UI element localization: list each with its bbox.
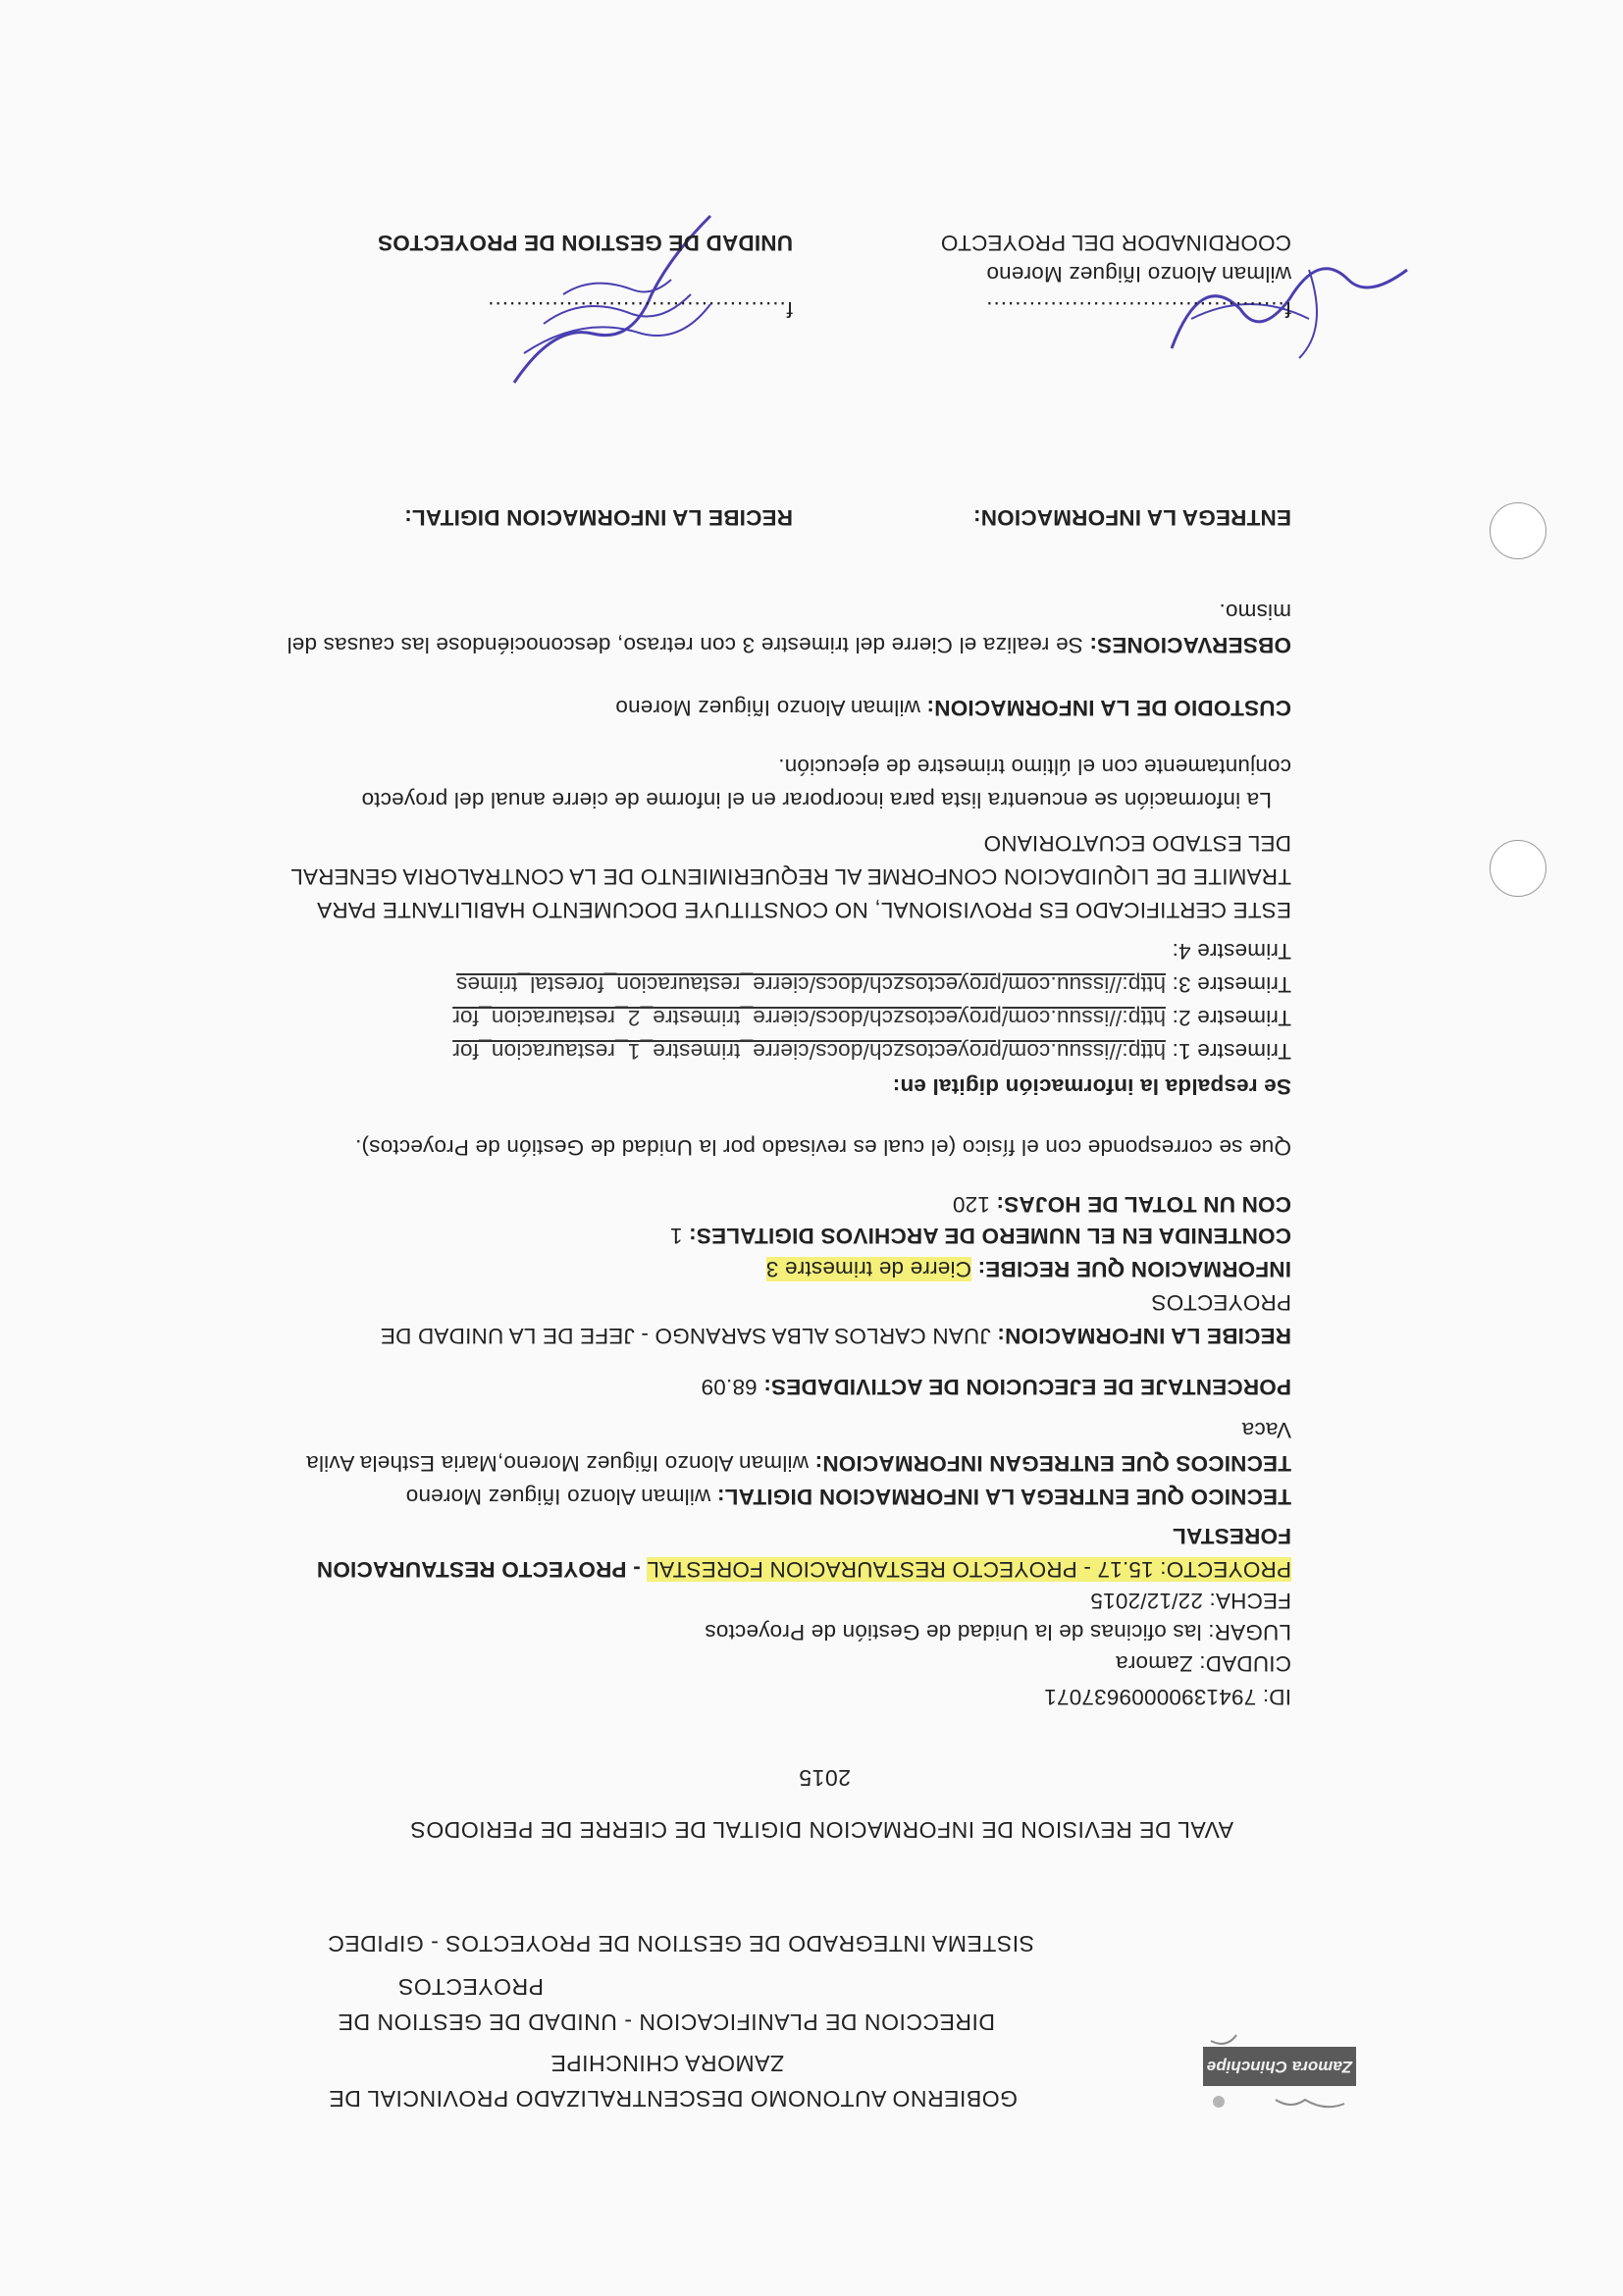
field-ciudad: CIUDAD: Zamora xyxy=(1115,1651,1291,1676)
field-info-recibe: INFORMACION QUE RECIBE: Cierre de trimestre 3 xyxy=(765,1257,1291,1281)
field-id: ID: 79413900009637071 xyxy=(1044,1685,1291,1709)
field-recibe: RECIBE LA INFORMACION: JUAN CARLOS ALBA SARANGO - JEFE DE LA UNIDAD DE xyxy=(380,1324,1291,1348)
field-tecnicos: TECNICOS QUE ENTREGAN INFORMACION: wilman Alonzo Iñiguez Moreno,Maria Esthela Avila xyxy=(306,1451,1291,1476)
province-logo xyxy=(1195,2023,1364,2113)
signer-left-role: COORDINADOR DEL PROYECTO xyxy=(940,231,1291,255)
trimestre-4-row: Trimestre 4: xyxy=(1172,939,1291,964)
header-line-3: DIRECCION DE PLANIFICACION - UNIDAD DE GESTION DE xyxy=(338,2009,995,2035)
certificado-line-1: ESTE CERTIFICADO ES PROVISIONAL, NO CONSTITUYE DOCUMENTO HABILITANTE PARA xyxy=(316,898,1291,922)
trimestre-3-row: Trimestre 3: http://issuu.com/proyectoszch/docs/cierre_restauracion_forestal_trimes xyxy=(455,972,1291,997)
logo-band: Zamora Chinchipe xyxy=(1203,2047,1356,2086)
punch-hole-upper xyxy=(1490,840,1546,897)
trimestre-1-link[interactable]: http://issuu.com/proyectoszch/docs/cierre_trimestre_1_restauracion_for xyxy=(452,1039,1166,1064)
system-name: SISTEMA INTEGRADO DE GESTION DE PROYECTOS - GIPIDEC xyxy=(327,1931,1034,1957)
document-year: 2015 xyxy=(798,1765,851,1791)
punch-hole-lower xyxy=(1490,502,1546,559)
informacion-line-1: La información se encuentra lista para incorporar en el informe de cierre anual del proyecto xyxy=(361,788,1272,812)
field-tecnicos-line2: Vaca xyxy=(1241,1418,1291,1442)
recibe-digital-label: RECIBE LA INFORMACION DIGITAL: xyxy=(404,505,793,530)
field-hojas: CON UN TOTAL DE HOJAS: 120 xyxy=(952,1192,1291,1217)
field-proyecto-line2: FORESTAL xyxy=(1172,1524,1291,1548)
certificado-line-2: TRAMITE DE LIQUIDACION CONFORME AL REQUERIMIENTO DE LA CONTRALORIA GENERAL xyxy=(290,864,1291,889)
signer-left-name: wilman Alonzo Iñiguez Moreno xyxy=(986,262,1291,287)
trimestre-3-link[interactable]: http://issuu.com/proyectoszch/docs/cierre_restauracion_forestal_trimes xyxy=(455,972,1166,997)
trimestre-2-link[interactable]: http://issuu.com/proyectoszch/docs/cierre_trimestre_2_restauracion_for xyxy=(452,1006,1166,1030)
entrega-label: ENTREGA LA INFORMACION: xyxy=(972,505,1291,530)
signature-line-right: f.......................................... xyxy=(487,297,793,322)
header-line-2: ZAMORA CHINCHIPE xyxy=(550,2051,784,2076)
signature-line-left: f.......................................... xyxy=(985,297,1291,322)
corresponde-text: Que se corresponde con el físico (el cual es revisado por la Unidad de Gestión de Proyectos). xyxy=(354,1135,1291,1160)
respalda-heading: Se respalda la información digital en: xyxy=(892,1074,1291,1099)
field-porcentaje: PORCENTAJE DE EJECUCION DE ACTIVIDADES: 68.09 xyxy=(701,1375,1291,1399)
custodio-row: CUSTODIO DE LA INFORMACION: wilman Alonzo Iñiguez Moreno xyxy=(615,696,1291,720)
trimestre-2-row: Trimestre 2: http://issuu.com/proyectoszch/docs/cierre_trimestre_2_restauracion_for xyxy=(452,1006,1291,1030)
field-tecnico: TECNICO QUE ENTREGA LA INFORMACION DIGITAL: wilman Alonzo Iñiguez Moreno xyxy=(405,1485,1291,1509)
field-proyecto: PROYECTO: 15.17 - PROYECTO RESTAURACION FORESTAL - PROYECTO RESTAURACION xyxy=(316,1557,1291,1582)
informacion-line-2: conjuntamente con el último trimestre de ejecución. xyxy=(778,755,1291,779)
certificado-line-3: DEL ESTADO ECUATORIANO xyxy=(983,831,1291,856)
header-line-1: GOBIERNO AUTONOMO DESCENTRALIZADO PROVINCIAL DE xyxy=(328,2086,1018,2112)
field-contenida: CONTENIDA EN EL NUMERO DE ARCHIVOS DIGITALES: 1 xyxy=(669,1224,1291,1248)
header-line-4: PROYECTOS xyxy=(397,1974,544,2000)
signer-right-role: UNIDAD DE GESTION DE PROYECTOS xyxy=(377,231,793,255)
document-title: AVAL DE REVISION DE INFORMACION DIGITAL DE CIERRE DE PERIODOS xyxy=(409,1817,1233,1843)
field-lugar: LUGAR: las oficinas de la Unidad de Gestión de Proyectos xyxy=(705,1620,1291,1644)
field-fecha: FECHA: 22/12/2015 xyxy=(1090,1589,1291,1613)
observaciones-line2: mismo. xyxy=(1219,600,1291,624)
field-recibe-line2: PROYECTOS xyxy=(1151,1290,1291,1315)
trimestre-1-row: Trimestre 1: http://issuu.com/proyectoszch/docs/cierre_trimestre_1_restauracion_for xyxy=(452,1039,1291,1064)
observaciones-row: OBSERVACIONES: Se realiza el Cierre del trimestre 3 con retraso, desconociéndose las causas del xyxy=(287,633,1291,657)
